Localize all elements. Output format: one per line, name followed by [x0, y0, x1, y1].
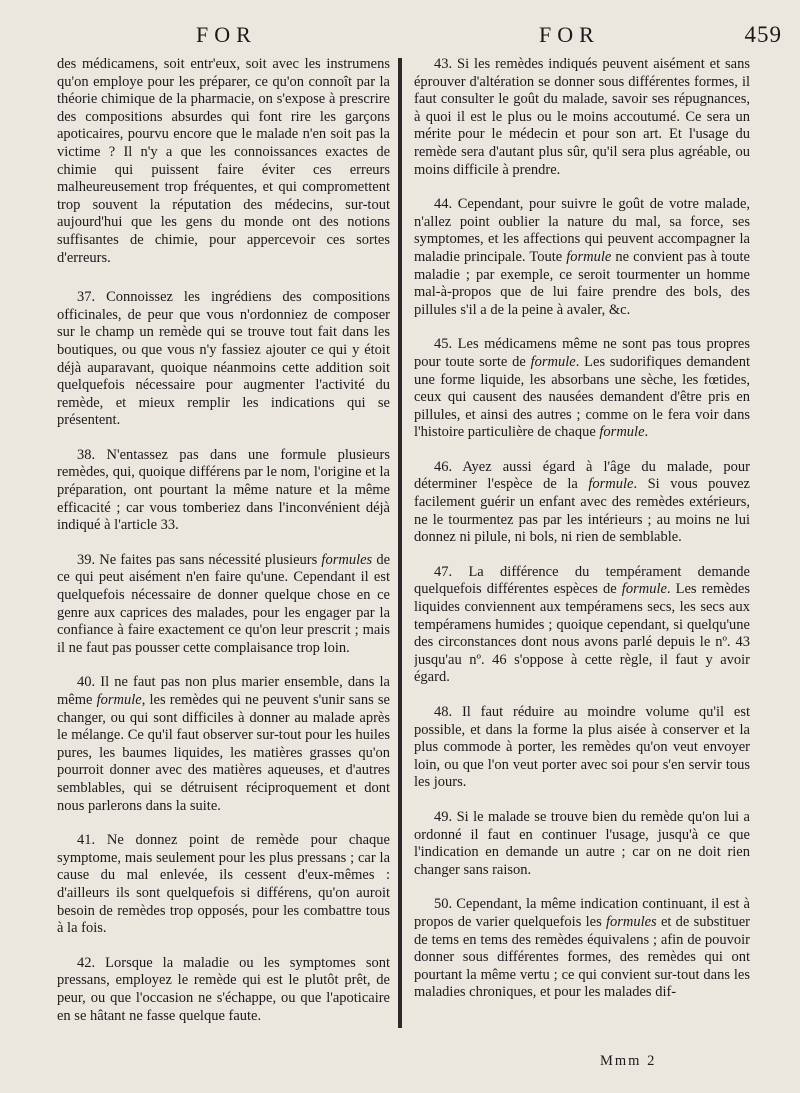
italic-term: formule [588, 476, 634, 493]
paragraph-45 [414, 336, 750, 442]
text-run: de ce qui peut aisément n'en faire qu'une. Cependant il est quelquefois nécessaire de donner quelque chose en ce genre aux caprices des malades, pour les engager par la confiance à faire exactement ce qu'on leur prescrit ; mais il ne faut pas pousser cette complaisance trop loin. [57, 551, 390, 656]
paragraph-continuation: des médicamens, soit entr'eux, soit avec les instrumens qu'on employe pour les préparer, ce qu'on connoît par la théorie chimique de la pharmacie, on s'expose à prescrire des compositions absurdes qui font rire les garçons apoticaires, pourvu encore que le malade n'en soit pas la victime ? Il n'y a que les connoissances exactes de chimie qui puissent faire éviter ces erreurs malheureusement trop fréquentes, et qui compromettent trop souvent la réputation des médecins, sur-tout aujourd'hui que les gens du monde ont des notions suffisantes de chimie, pour appercevoir ces sortes d'erreurs. [57, 56, 390, 266]
text-run: et de substituer de tems en tems des remèdes équivalens ; afin de pouvoir donner sous différentes formes, des remèdes qui ont pourtant la même vertu ; ce qui convient sur-tout dans les maladies chroniques, et pour les malades dif- [414, 913, 750, 1001]
text-run: , les remèdes qui ne peuvent s'unir sans se changer, ou qui sont difficiles à donner au malade après le mélange. Ce qu'il faut observer sur-tout pour les huiles pures, les baumes liquides, les matières grasses qu'on pourroit donner avec des matières aqueuses, et d'autres semblables, qui se détruisent réciproquement et dont nous parlerons dans la suite. [57, 692, 390, 814]
column-divider [398, 58, 402, 1028]
text-run: 50. Cependant, la même indication continuant, il est à propos de varier quelquefois les [414, 896, 750, 930]
paragraph-44 [414, 196, 750, 319]
paragraph-49: 49. Si le malade se trouve bien du remède qu'on lui a ordonné il faut en continuer l'usage, jusqu'à ce que l'indication en demande un autre ; car on ne doit rien changer sans raison. [414, 808, 750, 878]
paragraph-50 [414, 896, 750, 1002]
text-run: 40. Il ne faut pas non plus marier ensemble, dans la même [57, 674, 390, 708]
paragraph-46 [414, 459, 750, 547]
paragraph-41: 41. Ne donnez point de remède pour chaque symptome, mais seulement pour les plus pressans ; car la cause du mal enlevée, ils cessent d'eux-mêmes : d'ailleurs ils sont quelquefois si différens, qu'on auroit besoin de remèdes trop opposés, pour les combattre tous à la fois. [57, 832, 390, 937]
italic-term: formules [605, 913, 657, 930]
italic-term: formule [96, 692, 142, 708]
running-head-left: FOR [196, 22, 257, 47]
text-run: 47. La différence du tempérament demande quelquefois différentes espèces de [414, 563, 750, 598]
right-column [414, 56, 750, 1036]
text-run: . Les remèdes liquides conviennent aux tempéramens secs, les secs aux tempéramens humides ; quoique cependant, si quelqu'une des circonstances dont nous avons parlé depuis le nº. 43 jusqu'au nº. 46 s'oppose à cette règle, il faut y avoir égard. [414, 581, 750, 686]
text-run: 39. Ne faites pas sans nécessité plusieurs [77, 551, 322, 568]
paragraph-47 [414, 564, 750, 687]
italic-term: formule [566, 248, 612, 265]
text-run: 44. Cependant, pour suivre le goût de votre malade, n'allez point oublier la nature du mal, sa force, ses symptomes, et les affections qui peuvent accompagner la maladie principale. Toute [414, 196, 750, 265]
italic-term: formule [621, 581, 667, 598]
left-column [57, 56, 390, 1036]
paragraph-39 [57, 552, 390, 658]
italic-term: formules [321, 551, 373, 568]
text-run: . [644, 424, 649, 441]
page-number: 459 [744, 22, 782, 47]
text-run: 46. Ayez aussi égard à l'âge du malade, pour déterminer l'espèce de la [414, 458, 750, 493]
paragraph-43: 43. Si les remèdes indiqués peuvent aisément et sans éprouver d'altération se donner sous différentes formes, il faut consulter le goût du malade, savoir ses répugnances, à quoi il est le plus ou le moins accoutumé. Ce sera un mérite pour le médecin et pour son art. Et l'usage du remède sera d'autant plus sûr, qu'il sera plus agréable, ou moins difficile à prendre. [414, 56, 750, 178]
printer-signature: Mmm 2 [600, 1053, 657, 1069]
paragraph-37: 37. Connoissez les ingrédiens des compositions officinales, de peur que vous n'ordonniez de composer sur le champ un remède qui se trouve tout fait dans les boutiques, ou que vous n'y fassiez ajouter ce qui y étoit déjà auparavant, quoique néanmoins cette addition soit quelquefois nécessaire pour augmenter l'activité du remède, et mieux remplir les indications qui se présentent. [57, 289, 390, 429]
text-run: 45. Les médicamens même ne sont pas tous propres pour toute sorte de [414, 336, 750, 370]
text-run: ne convient pas à toute maladie ; par exemple, ce seroit tourmenter un homme mal-à-propos que de lui faire prendre des bols, des pillules s'il a de la peine à avaler, &c. [414, 248, 750, 318]
paragraph-42: 42. Lorsque la maladie ou les symptomes sont pressans, employez le remède qui est le plutôt prêt, de peur, ou que l'occasion ne s'échappe, ou que l'apoticaire en se hâtant ne fasse quelque faute. [57, 954, 390, 1024]
running-head-right: FOR [539, 22, 600, 47]
italic-term: formule [599, 424, 645, 441]
text-run: . Les sudorifiques demandent une forme liquide, les absorbans une sèche, les fœtides, ceux qui causent des nausées demandent d'être pris en pillules, et ainsi des autres ; comme on le fera voir dans l'histoire particulière de chaque [414, 353, 750, 441]
running-head [0, 22, 800, 52]
paragraph-40 [57, 674, 390, 815]
paragraph-38: 38. N'entassez pas dans une formule plusieurs remèdes, qui, quoique différens par le nom, l'origine et la préparation, ont pourtant la même nature et la même efficacité ; car vous tomberiez dans l'inconvénient déjà indiqué à l'article 33. [57, 446, 390, 534]
italic-term: formule [530, 353, 576, 370]
paragraph-48: 48. Il faut réduire au moindre volume qu'il est possible, et dans la forme la plus aisée à conserver et la plus commode à porter, les remèdes qu'on veut envoyer loin, ou que l'on veut porter avec soi pour s'en servir tous les jours. [414, 704, 750, 791]
text-run: . Si vous pouvez facilement guérir un enfant avec des remèdes extérieurs, ne le tourmentez pas par les intérieurs ; au moins ne lui donnez ni pilule, ni bols, ni rien de semblable. [414, 476, 750, 546]
